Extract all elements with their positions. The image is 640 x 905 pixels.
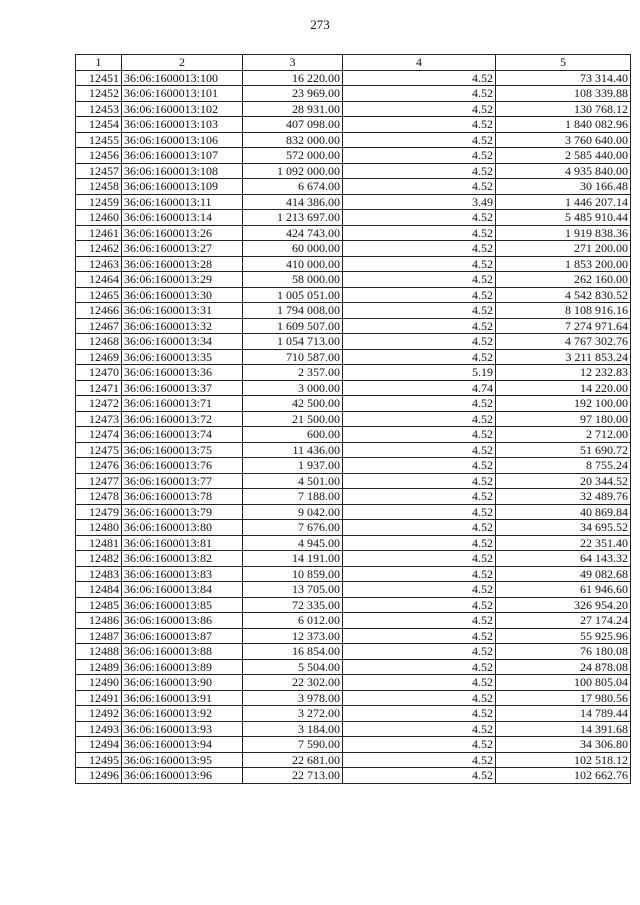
rate-cell: 4.52 (343, 272, 496, 288)
table-row (76, 365, 631, 381)
column-header: 5 (496, 55, 631, 71)
table-row (76, 70, 631, 86)
total-cell: 12 232.83 (496, 365, 631, 381)
cadastral-number-cell: 36:06:1600013:102 (122, 101, 243, 117)
row-number-cell: 12455 (76, 132, 122, 148)
row-number-cell: 12477 (76, 473, 122, 489)
value-cell: 7 188.00 (243, 489, 343, 505)
table-row (76, 272, 631, 288)
value-cell: 7 590.00 (243, 737, 343, 753)
cadastral-number-cell: 36:06:1600013:108 (122, 163, 243, 179)
value-cell: 3 000.00 (243, 380, 343, 396)
cadastral-number-cell: 36:06:1600013:109 (122, 179, 243, 195)
rate-cell: 3.49 (343, 194, 496, 210)
total-cell: 17 980.56 (496, 690, 631, 706)
total-cell: 192 100.00 (496, 396, 631, 412)
row-number-cell: 12495 (76, 752, 122, 768)
row-number-cell: 12492 (76, 706, 122, 722)
total-cell: 3 760 640.00 (496, 132, 631, 148)
rate-cell: 4.52 (343, 768, 496, 784)
total-cell: 2 585 440.00 (496, 148, 631, 164)
cadastral-number-cell: 36:06:1600013:107 (122, 148, 243, 164)
value-cell: 4 501.00 (243, 473, 343, 489)
total-cell: 49 082.68 (496, 566, 631, 582)
total-cell: 14 789.44 (496, 706, 631, 722)
total-cell: 4 767 302.76 (496, 334, 631, 350)
total-cell: 1 919 838.36 (496, 225, 631, 241)
total-cell: 14 391.68 (496, 721, 631, 737)
total-cell: 1 853 200.00 (496, 256, 631, 272)
cadastral-number-cell: 36:06:1600013:93 (122, 721, 243, 737)
table-row (76, 303, 631, 319)
rate-cell: 4.52 (343, 473, 496, 489)
row-number-cell: 12491 (76, 690, 122, 706)
value-cell: 14 191.00 (243, 551, 343, 567)
table-row (76, 551, 631, 567)
cadastral-number-cell: 36:06:1600013:79 (122, 504, 243, 520)
row-number-cell: 12482 (76, 551, 122, 567)
cadastral-number-cell: 36:06:1600013:101 (122, 86, 243, 102)
value-cell: 21 500.00 (243, 411, 343, 427)
value-cell: 1 609 507.00 (243, 318, 343, 334)
value-cell: 6 674.00 (243, 179, 343, 195)
total-cell: 5 485 910.44 (496, 210, 631, 226)
row-number-cell: 12481 (76, 535, 122, 551)
row-number-cell: 12494 (76, 737, 122, 753)
row-number-cell: 12467 (76, 318, 122, 334)
rate-cell: 4.52 (343, 318, 496, 334)
total-cell: 32 489.76 (496, 489, 631, 505)
total-cell: 1 840 082.96 (496, 117, 631, 133)
total-cell: 61 946.60 (496, 582, 631, 598)
value-cell: 10 859.00 (243, 566, 343, 582)
row-number-cell: 12458 (76, 179, 122, 195)
table-row (76, 256, 631, 272)
cadastral-number-cell: 36:06:1600013:29 (122, 272, 243, 288)
cadastral-number-cell: 36:06:1600013:106 (122, 132, 243, 148)
rate-cell: 4.52 (343, 132, 496, 148)
table-row (76, 566, 631, 582)
cadastral-number-cell: 36:06:1600013:28 (122, 256, 243, 272)
row-number-cell: 12472 (76, 396, 122, 412)
rate-cell: 4.52 (343, 287, 496, 303)
rate-cell: 4.52 (343, 101, 496, 117)
total-cell: 102 662.76 (496, 768, 631, 784)
value-cell: 407 098.00 (243, 117, 343, 133)
cadastral-number-cell: 36:06:1600013:14 (122, 210, 243, 226)
value-cell: 22 713.00 (243, 768, 343, 784)
row-number-cell: 12453 (76, 101, 122, 117)
rate-cell: 4.52 (343, 737, 496, 753)
total-cell: 2 712.00 (496, 427, 631, 443)
value-cell: 1 092 000.00 (243, 163, 343, 179)
row-number-cell: 12463 (76, 256, 122, 272)
row-number-cell: 12493 (76, 721, 122, 737)
value-cell: 60 000.00 (243, 241, 343, 257)
cadastral-number-cell: 36:06:1600013:11 (122, 194, 243, 210)
cadastral-number-cell: 36:06:1600013:27 (122, 241, 243, 257)
table-row (76, 380, 631, 396)
rate-cell: 4.52 (343, 70, 496, 86)
cadastral-number-cell: 36:06:1600013:100 (122, 70, 243, 86)
table-row (76, 675, 631, 691)
row-number-cell: 12464 (76, 272, 122, 288)
cadastral-number-cell: 36:06:1600013:32 (122, 318, 243, 334)
value-cell: 23 969.00 (243, 86, 343, 102)
table-row (76, 504, 631, 520)
value-cell: 1 005 051.00 (243, 287, 343, 303)
cadastral-number-cell: 36:06:1600013:94 (122, 737, 243, 753)
table-row (76, 225, 631, 241)
cadastral-number-cell: 36:06:1600013:95 (122, 752, 243, 768)
table-row (76, 179, 631, 195)
value-cell: 28 931.00 (243, 101, 343, 117)
table-row (76, 132, 631, 148)
value-cell: 13 705.00 (243, 582, 343, 598)
row-number-cell: 12476 (76, 458, 122, 474)
value-cell: 22 681.00 (243, 752, 343, 768)
table-row (76, 659, 631, 675)
row-number-cell: 12461 (76, 225, 122, 241)
data-table (75, 54, 631, 784)
column-header: 3 (243, 55, 343, 71)
cadastral-number-cell: 36:06:1600013:80 (122, 520, 243, 536)
row-number-cell: 12475 (76, 442, 122, 458)
row-number-cell: 12471 (76, 380, 122, 396)
table-row (76, 287, 631, 303)
cadastral-number-cell: 36:06:1600013:81 (122, 535, 243, 551)
cadastral-number-cell: 36:06:1600013:87 (122, 628, 243, 644)
cadastral-number-cell: 36:06:1600013:76 (122, 458, 243, 474)
row-number-cell: 12465 (76, 287, 122, 303)
row-number-cell: 12457 (76, 163, 122, 179)
total-cell: 27 174.24 (496, 613, 631, 629)
rate-cell: 4.52 (343, 535, 496, 551)
row-number-cell: 12483 (76, 566, 122, 582)
table-row (76, 427, 631, 443)
cadastral-number-cell: 36:06:1600013:92 (122, 706, 243, 722)
rate-cell: 4.52 (343, 225, 496, 241)
row-number-cell: 12480 (76, 520, 122, 536)
table-row (76, 489, 631, 505)
table-row (76, 473, 631, 489)
value-cell: 4 945.00 (243, 535, 343, 551)
total-cell: 4 935 840.00 (496, 163, 631, 179)
value-cell: 11 436.00 (243, 442, 343, 458)
row-number-cell: 12454 (76, 117, 122, 133)
cadastral-number-cell: 36:06:1600013:88 (122, 644, 243, 660)
table-row (76, 613, 631, 629)
table-row (76, 318, 631, 334)
table-row (76, 628, 631, 644)
row-number-cell: 12479 (76, 504, 122, 520)
rate-cell: 4.52 (343, 427, 496, 443)
row-number-cell: 12488 (76, 644, 122, 660)
value-cell: 414 386.00 (243, 194, 343, 210)
total-cell: 7 274 971.64 (496, 318, 631, 334)
row-number-cell: 12489 (76, 659, 122, 675)
total-cell: 3 211 853.24 (496, 349, 631, 365)
rate-cell: 4.52 (343, 303, 496, 319)
rate-cell: 4.52 (343, 349, 496, 365)
cadastral-number-cell: 36:06:1600013:34 (122, 334, 243, 350)
total-cell: 102 518.12 (496, 752, 631, 768)
table-row (76, 737, 631, 753)
cadastral-number-cell: 36:06:1600013:75 (122, 442, 243, 458)
cadastral-number-cell: 36:06:1600013:37 (122, 380, 243, 396)
value-cell: 600.00 (243, 427, 343, 443)
rate-cell: 4.52 (343, 241, 496, 257)
table-row (76, 768, 631, 784)
table-row (76, 194, 631, 210)
table-row (76, 597, 631, 613)
value-cell: 3 184.00 (243, 721, 343, 737)
total-cell: 51 690.72 (496, 442, 631, 458)
total-cell: 130 768.12 (496, 101, 631, 117)
table-row (76, 241, 631, 257)
value-cell: 16 854.00 (243, 644, 343, 660)
row-number-cell: 12478 (76, 489, 122, 505)
total-cell: 30 166.48 (496, 179, 631, 195)
row-number-cell: 12468 (76, 334, 122, 350)
rate-cell: 4.52 (343, 334, 496, 350)
rate-cell: 4.52 (343, 256, 496, 272)
table-row (76, 411, 631, 427)
value-cell: 12 373.00 (243, 628, 343, 644)
cadastral-number-cell: 36:06:1600013:86 (122, 613, 243, 629)
rate-cell: 4.52 (343, 489, 496, 505)
total-cell: 4 542 830.52 (496, 287, 631, 303)
rate-cell: 4.74 (343, 380, 496, 396)
value-cell: 1 937.00 (243, 458, 343, 474)
rate-cell: 4.52 (343, 210, 496, 226)
table-row (76, 706, 631, 722)
value-cell: 1 054 713.00 (243, 334, 343, 350)
table-row (76, 117, 631, 133)
row-number-cell: 12484 (76, 582, 122, 598)
rate-cell: 4.52 (343, 706, 496, 722)
table-row (76, 163, 631, 179)
value-cell: 22 302.00 (243, 675, 343, 691)
total-cell: 20 344.52 (496, 473, 631, 489)
row-number-cell: 12496 (76, 768, 122, 784)
rate-cell: 4.52 (343, 86, 496, 102)
value-cell: 1 794 008.00 (243, 303, 343, 319)
row-number-cell: 12462 (76, 241, 122, 257)
table-row (76, 334, 631, 350)
page-number: 273 (310, 17, 330, 32)
total-cell: 22 351.40 (496, 535, 631, 551)
cadastral-number-cell: 36:06:1600013:26 (122, 225, 243, 241)
table-header-row (76, 55, 631, 71)
rate-cell: 4.52 (343, 396, 496, 412)
table-row (76, 86, 631, 102)
rate-cell: 4.52 (343, 504, 496, 520)
cadastral-number-cell: 36:06:1600013:91 (122, 690, 243, 706)
rate-cell: 4.52 (343, 458, 496, 474)
table-row (76, 721, 631, 737)
rate-cell: 4.52 (343, 582, 496, 598)
table-row (76, 582, 631, 598)
row-number-cell: 12490 (76, 675, 122, 691)
rate-cell: 4.52 (343, 411, 496, 427)
cadastral-number-cell: 36:06:1600013:90 (122, 675, 243, 691)
rate-cell: 4.52 (343, 442, 496, 458)
total-cell: 100 805.04 (496, 675, 631, 691)
row-number-cell: 12473 (76, 411, 122, 427)
rate-cell: 4.52 (343, 628, 496, 644)
value-cell: 3 978.00 (243, 690, 343, 706)
total-cell: 262 160.00 (496, 272, 631, 288)
value-cell: 6 012.00 (243, 613, 343, 629)
table-row (76, 644, 631, 660)
total-cell: 34 306.80 (496, 737, 631, 753)
rate-cell: 4.52 (343, 179, 496, 195)
rate-cell: 4.52 (343, 644, 496, 660)
table-row (76, 752, 631, 768)
total-cell: 97 180.00 (496, 411, 631, 427)
rate-cell: 4.52 (343, 675, 496, 691)
row-number-cell: 12451 (76, 70, 122, 86)
row-number-cell: 12485 (76, 597, 122, 613)
table-row (76, 520, 631, 536)
cadastral-number-cell: 36:06:1600013:71 (122, 396, 243, 412)
cadastral-number-cell: 36:06:1600013:30 (122, 287, 243, 303)
value-cell: 42 500.00 (243, 396, 343, 412)
rate-cell: 4.52 (343, 597, 496, 613)
value-cell: 1 213 697.00 (243, 210, 343, 226)
row-number-cell: 12470 (76, 365, 122, 381)
value-cell: 5 504.00 (243, 659, 343, 675)
total-cell: 73 314.40 (496, 70, 631, 86)
rate-cell: 4.52 (343, 721, 496, 737)
cadastral-number-cell: 36:06:1600013:82 (122, 551, 243, 567)
cadastral-number-cell: 36:06:1600013:96 (122, 768, 243, 784)
table-row (76, 690, 631, 706)
cadastral-number-cell: 36:06:1600013:77 (122, 473, 243, 489)
value-cell: 710 587.00 (243, 349, 343, 365)
value-cell: 832 000.00 (243, 132, 343, 148)
value-cell: 2 357.00 (243, 365, 343, 381)
table-row (76, 210, 631, 226)
total-cell: 8 755.24 (496, 458, 631, 474)
column-header: 2 (122, 55, 243, 71)
table-row (76, 101, 631, 117)
rate-cell: 4.52 (343, 163, 496, 179)
total-cell: 24 878.08 (496, 659, 631, 675)
total-cell: 271 200.00 (496, 241, 631, 257)
total-cell: 40 869.84 (496, 504, 631, 520)
value-cell: 58 000.00 (243, 272, 343, 288)
value-cell: 410 000.00 (243, 256, 343, 272)
table-row (76, 148, 631, 164)
cadastral-number-cell: 36:06:1600013:74 (122, 427, 243, 443)
total-cell: 108 339.88 (496, 86, 631, 102)
rate-cell: 4.52 (343, 148, 496, 164)
total-cell: 64 143.32 (496, 551, 631, 567)
cadastral-number-cell: 36:06:1600013:84 (122, 582, 243, 598)
cadastral-number-cell: 36:06:1600013:36 (122, 365, 243, 381)
total-cell: 326 954.20 (496, 597, 631, 613)
rate-cell: 4.52 (343, 551, 496, 567)
value-cell: 572 000.00 (243, 148, 343, 164)
row-number-cell: 12456 (76, 148, 122, 164)
cadastral-number-cell: 36:06:1600013:31 (122, 303, 243, 319)
cadastral-number-cell: 36:06:1600013:72 (122, 411, 243, 427)
total-cell: 34 695.52 (496, 520, 631, 536)
rate-cell: 4.52 (343, 690, 496, 706)
total-cell: 55 925.96 (496, 628, 631, 644)
row-number-cell: 12486 (76, 613, 122, 629)
row-number-cell: 12460 (76, 210, 122, 226)
rate-cell: 4.52 (343, 520, 496, 536)
value-cell: 72 335.00 (243, 597, 343, 613)
table-row (76, 396, 631, 412)
value-cell: 16 220.00 (243, 70, 343, 86)
row-number-cell: 12466 (76, 303, 122, 319)
value-cell: 9 042.00 (243, 504, 343, 520)
rate-cell: 4.52 (343, 613, 496, 629)
table-row (76, 349, 631, 365)
cadastral-number-cell: 36:06:1600013:85 (122, 597, 243, 613)
total-cell: 1 446 207.14 (496, 194, 631, 210)
row-number-cell: 12474 (76, 427, 122, 443)
row-number-cell: 12469 (76, 349, 122, 365)
row-number-cell: 12452 (76, 86, 122, 102)
table-row (76, 458, 631, 474)
table-row (76, 535, 631, 551)
total-cell: 14 220.00 (496, 380, 631, 396)
total-cell: 76 180.08 (496, 644, 631, 660)
cadastral-number-cell: 36:06:1600013:83 (122, 566, 243, 582)
rate-cell: 4.52 (343, 566, 496, 582)
table-body (76, 70, 631, 783)
row-number-cell: 12487 (76, 628, 122, 644)
total-cell: 8 108 916.16 (496, 303, 631, 319)
column-header: 4 (343, 55, 496, 71)
table-row (76, 442, 631, 458)
cadastral-number-cell: 36:06:1600013:35 (122, 349, 243, 365)
value-cell: 424 743.00 (243, 225, 343, 241)
cadastral-number-cell: 36:06:1600013:103 (122, 117, 243, 133)
rate-cell: 4.52 (343, 659, 496, 675)
rate-cell: 4.52 (343, 752, 496, 768)
row-number-cell: 12459 (76, 194, 122, 210)
column-header: 1 (76, 55, 122, 71)
value-cell: 3 272.00 (243, 706, 343, 722)
cadastral-number-cell: 36:06:1600013:78 (122, 489, 243, 505)
rate-cell: 5.19 (343, 365, 496, 381)
value-cell: 7 676.00 (243, 520, 343, 536)
rate-cell: 4.52 (343, 117, 496, 133)
cadastral-number-cell: 36:06:1600013:89 (122, 659, 243, 675)
